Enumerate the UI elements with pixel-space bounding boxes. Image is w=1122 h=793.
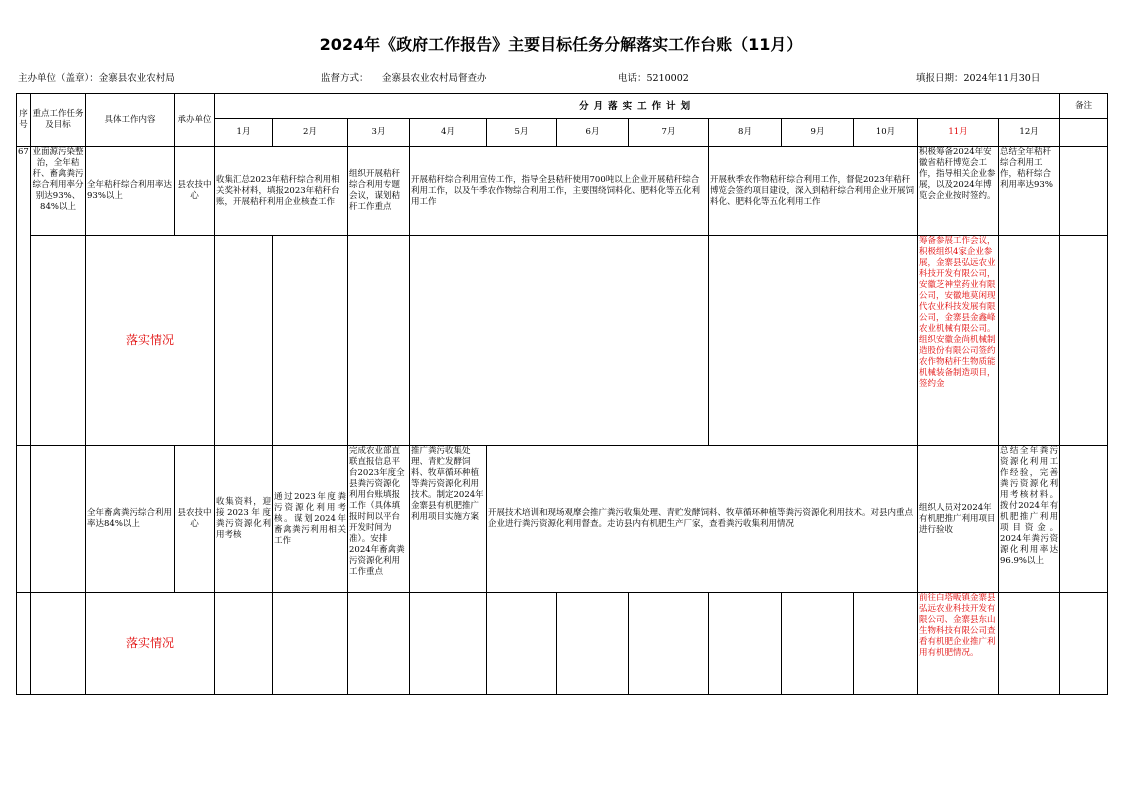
month-header: 6月 [557,119,629,147]
impl-cell [1060,593,1108,695]
month-header: 4月 [410,119,487,147]
straw-plan-m3: 组织开展秸秆综合利用专题会议，谋划秸秆工作重点 [348,147,410,236]
header-goal: 重点工作任务及目标 [31,94,86,147]
manure-plan-m2: 通过2023年度粪污资源化利用考核。谋划2024年畜禽粪污利用相关工作 [273,446,348,593]
goal-blank [31,446,86,593]
manure-plan-m3: 完成农业部直联直报信息平台2023年度全县粪污资源化利用台账填报工作（具体填报时间以平台开发时间为准）。安排2024年畜禽粪污资源化利用工作重点 [348,446,410,593]
impl-cell [782,593,854,695]
month-header: 12月 [999,119,1060,147]
impl-cell [273,593,348,695]
manure-impl-m11: 前往白塔畈镇金寨县弘远农业科技开发有限公司、金寨县东山生物科技有限公司查看有机肥企业推广利用有机肥情况。 [918,593,999,695]
header-unit: 承办单位 [175,94,215,147]
month-header: 1月 [215,119,273,147]
straw-impl-label: 落实情况 [86,236,215,446]
impl-cell [273,236,348,446]
manure-content: 全年畜禽粪污综合利用率达84%以上 [86,446,175,593]
phone: 电话：5210002 [618,73,689,84]
straw-remark [1060,147,1108,236]
impl-cell [709,236,918,446]
impl-cell [348,236,410,446]
impl-cell [410,593,487,695]
impl-cell [410,236,709,446]
manure-remark [1060,446,1108,593]
goal-blank [31,236,86,446]
manure-unit: 县农技中心 [175,446,215,593]
month-header: 5月 [487,119,557,147]
task-goal: 业面源污染整治，全年秸秆、畜禽粪污综合利用率分别达93%、84%以上 [31,147,86,236]
month-header: 8月 [709,119,782,147]
impl-cell [999,593,1060,695]
supervision-value: 金寨县农业农村局督查办 [382,73,487,84]
month-header-current: 11月 [918,119,999,147]
header-content: 具体工作内容 [86,94,175,147]
page-title: 2024年《政府工作报告》主要目标任务分解落实工作台账（11月） [319,35,803,54]
seq-blank [17,593,31,695]
straw-plan-m4-m7: 开展秸秆综合利用宣传工作，指导全县秸秆使用700吨以上企业开展秸秆综合利用工作，以及午季农作物综合利用工作，主要围绕饲料化、肥料化等五化利用工作 [410,147,709,236]
fill-date: 填报日期：2024年11月30日 [916,73,1041,84]
straw-plan-m8-m10: 开展秋季农作物秸秆综合利用工作，督促2023年秸秆博览会签约项目建设，深入到秸秆综合利用企业开展饲料化、肥料化等五化利用工作 [709,147,918,236]
impl-cell [215,593,273,695]
manure-plan-m4: 推广粪污收集处理、青贮发酵饲料、牧草循环种植等粪污资源化利用技术。制定2024年金寨县有机肥推广利用项目实施方案 [410,446,487,593]
remark-blank [1060,119,1108,147]
task-seq: 67 [17,147,31,446]
supervision-label: 监督方式： [321,73,369,84]
manure-impl-label: 落实情况 [86,593,215,695]
seq-blank [17,446,31,593]
impl-cell [557,593,629,695]
impl-cell [854,593,918,695]
straw-content: 全年秸秆综合利用率达93%以上 [86,147,175,236]
month-header: 9月 [782,119,854,147]
month-header: 10月 [854,119,918,147]
month-header: 7月 [629,119,709,147]
organizer: 主办单位（盖章）：金寨县农业农村局 [18,73,175,84]
impl-cell [999,236,1060,446]
impl-cell [348,593,410,695]
manure-plan-m12: 总结全年粪污资源化利用工作经验，完善粪污资源化利用考核材料。拨付2024年有机肥推广利用项目资金。2024年粪污资源化利用率达96.9%以上 [999,446,1060,593]
straw-impl-text: 筹备参展工作会议，积极组织4家企业参展，金寨县弘远农业科技开发有限公司，安徽芝神堂药业有限公司，安徽地莫闲现代农业科技发展有限公司，金寨县金鑫峰农业机械有限公司。组织安徽金尚机械制造股份有限公司签约农作物秸秆生物质能机械装备制造项目，签约金 [919,236,996,389]
header-seq: 序号 [17,94,31,147]
month-header: 2月 [273,119,348,147]
straw-plan-m12: 总结全年秸秆综合利用工作，秸秆综合利用率达93% [999,147,1060,236]
manure-plan-m1: 收集资料，迎接2023年度粪污资源化利用考核 [215,446,273,593]
straw-plan-m11: 积极筹备2024年安徽省秸秆博览会工作，指导相关企业参展，以及2024年博览会企业按时签约。 [918,147,999,236]
impl-cell [1060,236,1108,446]
impl-cell [487,593,557,695]
straw-impl-m11 [918,236,999,446]
header-plan: 分月落实工作计划 [215,94,1060,119]
goal-blank [31,593,86,695]
ledger-table [16,93,1108,695]
month-header: 3月 [348,119,410,147]
impl-cell [709,593,782,695]
straw-unit: 县农技中心 [175,147,215,236]
header-remark: 备注 [1060,94,1108,119]
manure-plan-m5-m10: 开展技术培训和现场观摩会推广粪污收集处理、青贮发酵饲料、牧草循环种植等粪污资源化利用技术。对县内重点企业进行粪污资源化利用督查。走访县内有机肥生产厂家，查看粪污收集利用情况 [487,446,918,593]
manure-plan-m11: 组织人员对2024年有机肥推广利用项目进行验收 [918,446,999,593]
straw-plan-m1-m2: 收集汇总2023年秸秆综合利用相关奖补材料，填报2023年秸秆台账，开展秸秆利用企业核查工作 [215,147,348,236]
impl-cell [629,593,709,695]
impl-cell [215,236,273,446]
